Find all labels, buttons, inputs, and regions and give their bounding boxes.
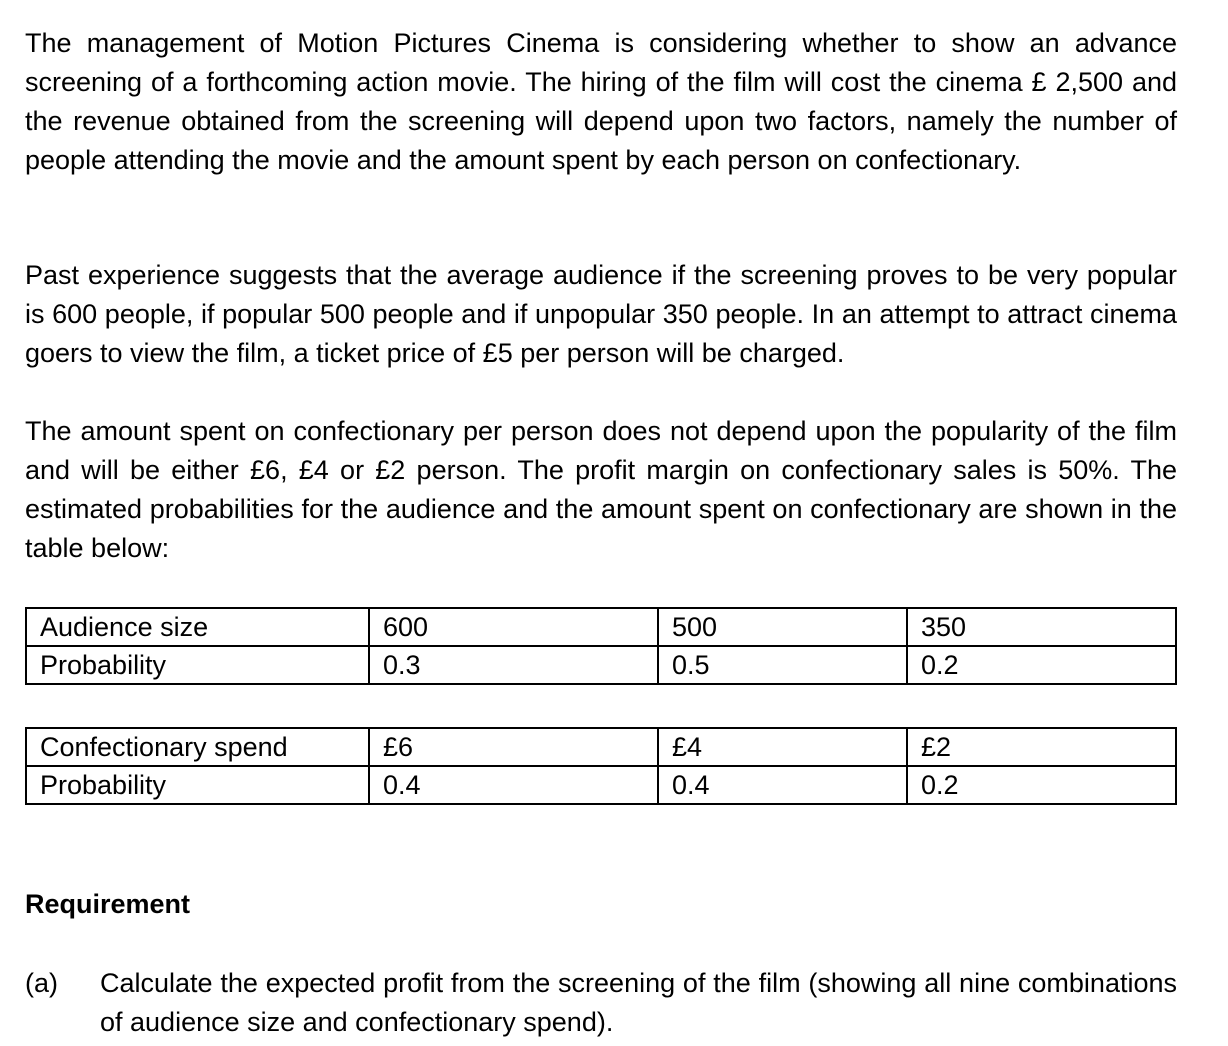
question-text: Calculate the expected profit from the screening of the film (showing all nine combinations of audience size and confectionary spend).: [100, 968, 1177, 1037]
table-cell: Probability: [26, 766, 369, 804]
table-cell: £2: [907, 728, 1176, 766]
confectionary-paragraph: The amount spent on confectionary per person does not depend upon the popularity of the film and will be either £6, £4 or £2 person. The profit margin on confectionary sales is 50%. The estimated probabilities for the audience and the amount spent on confectionary are shown in the table below:: [25, 416, 1177, 563]
table-cell: 0.3: [369, 646, 658, 684]
table-cell: £6: [369, 728, 658, 766]
question-a: [25, 964, 1177, 1042]
question-number: (a): [25, 968, 58, 998]
table-cell: 500: [658, 608, 907, 646]
table-cell: Probability: [26, 646, 369, 684]
table-cell: Audience size: [26, 608, 369, 646]
table-row: [26, 646, 1176, 684]
audience-probability-table: [25, 607, 1177, 685]
audience-paragraph: Past experience suggests that the average audience if the screening proves to be very popular is 600 people, if popular 500 people and if unpopular 350 people. In an attempt to attract cinema goers to view the film, a ticket price of £5 per person will be charged.: [25, 260, 1177, 368]
table-cell: 0.2: [907, 766, 1176, 804]
table-cell: Confectionary spend: [26, 728, 369, 766]
table-row: [26, 728, 1176, 766]
intro-paragraph: The management of Motion Pictures Cinema is considering whether to show an advance screening of a forthcoming action movie. The hiring of the film will cost the cinema £ 2,500 and the revenue obtained from the screening will depend upon two factors, namely the number of people attending the movie and the amount spent by each person on confectionary.: [25, 28, 1177, 175]
table-cell: 0.4: [369, 766, 658, 804]
table-cell: 0.4: [658, 766, 907, 804]
table-cell: 350: [907, 608, 1176, 646]
table-cell: £4: [658, 728, 907, 766]
table-row: [26, 608, 1176, 646]
requirement-heading: Requirement: [25, 889, 191, 919]
table-cell: 0.2: [907, 646, 1176, 684]
table-cell: 600: [369, 608, 658, 646]
confectionary-probability-table: [25, 727, 1177, 805]
table-row: [26, 766, 1176, 804]
table-cell: 0.5: [658, 646, 907, 684]
